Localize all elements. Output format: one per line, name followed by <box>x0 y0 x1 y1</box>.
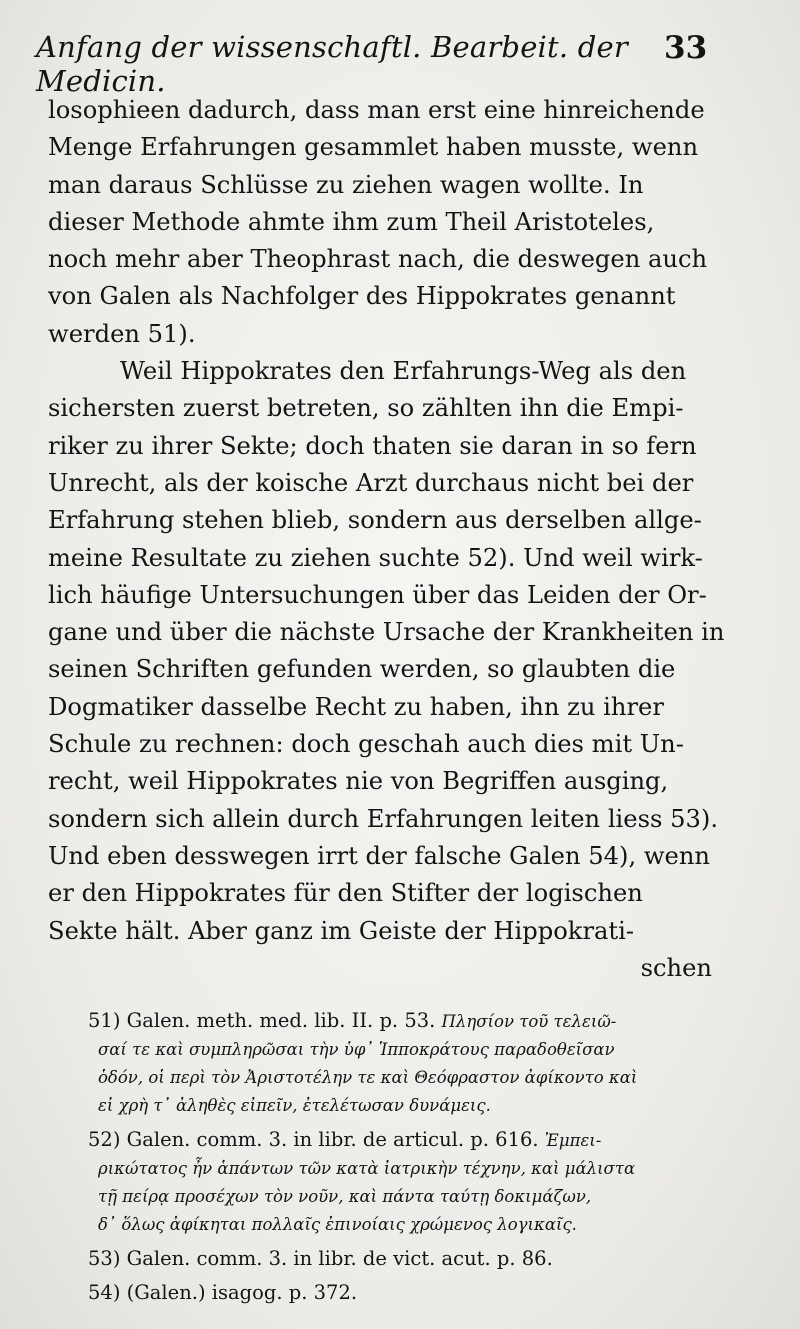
footnote-54 <box>88 1278 748 1307</box>
greek-quote-line: ρικώτατος ἦν ἁπάντων τῶν κατὰ ἰατρικὴν τέχνην, καὶ μάλιστα <box>98 1159 636 1178</box>
text-line: meine Resultate zu ziehen suchte 52). Und weil wirk- <box>48 543 703 572</box>
text-line: sondern sich allein durch Erfahrungen leiten liess 53). <box>48 804 719 833</box>
text-line: recht, weil Hippokrates nie von Begriffen ausging, <box>48 767 669 796</box>
running-header: Anfang der wissenschaftl. Bearbeit. der Medicin. <box>36 30 628 98</box>
footnote-citation: Galen. comm. 3. in libr. de articul. p. 616. <box>126 1128 539 1151</box>
greek-quote-line: δ᾽ ὅλως ἀφίκηται πολλαῖς ἐπινοίαις χρώμενος λογικαῖς. <box>98 1215 577 1234</box>
text-line: gane und über die nächste Ursache der Krankheiten in <box>48 618 725 647</box>
page-number: 33 <box>664 30 708 66</box>
text-line: er den Hippokrates für den Stifter der logischen <box>48 879 643 908</box>
greek-quote-line: σαί τε καὶ συμπληρῶσαι τὴν ὑφ᾽ Ἱπποκράτους παραδοθεῖσαν <box>98 1040 615 1059</box>
text-line: noch mehr aber Theophrast nach, die deswegen auch <box>48 245 708 274</box>
text-line: Erfahrung stehen blieb, sondern aus derselben allge- <box>48 506 702 535</box>
footnote-citation: Galen. meth. med. lib. II. p. 53. <box>126 1009 436 1032</box>
greek-quote: Πλησίον τοῦ τελειῶ- <box>441 1012 617 1031</box>
text-line: lich häufige Untersuchungen über das Leiden der Or- <box>48 580 707 609</box>
footnote-label: 52) <box>88 1128 121 1151</box>
text-line: dieser Methode ahmte ihm zum Theil Aristoteles, <box>48 207 655 236</box>
footnote-52 <box>88 1125 748 1239</box>
text-line: seinen Schriften gefunden werden, so glaubten die <box>48 655 676 684</box>
text-line: riker zu ihrer Sekte; doch thaten sie daran in so fern <box>48 431 697 460</box>
text-line: sichersten zuerst betreten, so zählten ihn die Empi- <box>48 394 684 423</box>
catchword: schen <box>640 953 712 982</box>
text-line: Menge Erfahrungen gesammlet haben musste, wenn <box>48 133 699 162</box>
text-line: werden 51). <box>48 319 196 348</box>
text-line: Dogmatiker dasselbe Recht zu haben, ihn zu ihrer <box>48 692 664 721</box>
greek-quote-line: τῇ πείρᾳ προσέχων τὸν νοῦν, καὶ πάντα ταύτῃ δοκιμάζων, <box>98 1187 592 1206</box>
text-line: Sekte hält. Aber ganz im Geiste der Hippokrati- <box>48 916 635 945</box>
greek-quote: Ἐμπει- <box>544 1131 602 1150</box>
text-line: Schule zu rechnen: doch geschah auch dies mit Un- <box>48 730 684 759</box>
footnote-citation: Galen. comm. 3. in libr. de vict. acut. p. 86. <box>126 1247 553 1270</box>
footnote-51 <box>88 1006 748 1120</box>
footnote-citation: (Galen.) isagog. p. 372. <box>126 1281 358 1304</box>
footnote-label: 53) <box>88 1247 121 1270</box>
greek-quote-line: ὁδόν, οἱ περὶ τὸν Ἀριστοτέλην τε καὶ Θεόφραστον ἀφίκοντο καὶ <box>98 1068 638 1087</box>
text-line: man daraus Schlüsse zu ziehen wagen wollte. In <box>48 170 644 199</box>
greek-quote-line: εἰ χρὴ τ᾽ ἀληθὲς εἰπεῖν, ἐτελέτωσαν δυνάμεις. <box>98 1096 491 1115</box>
footnote-53 <box>88 1244 748 1273</box>
paragraph-start-line: Weil Hippokrates den Erfahrungs-Weg als den <box>120 357 687 386</box>
text-line: Und eben desswegen irrt der falsche Galen 54), wenn <box>48 841 711 870</box>
main-text <box>48 92 736 987</box>
footnotes <box>88 1006 748 1312</box>
text-line: Unrecht, als der koische Arzt durchaus nicht bei der <box>48 468 694 497</box>
text-line: von Galen als Nachfolger des Hippokrates genannt <box>48 282 676 311</box>
footnote-label: 51) <box>88 1009 121 1032</box>
text-line: losophieen dadurch, dass man erst eine hinreichende <box>48 96 705 124</box>
footnote-label: 54) <box>88 1281 121 1304</box>
